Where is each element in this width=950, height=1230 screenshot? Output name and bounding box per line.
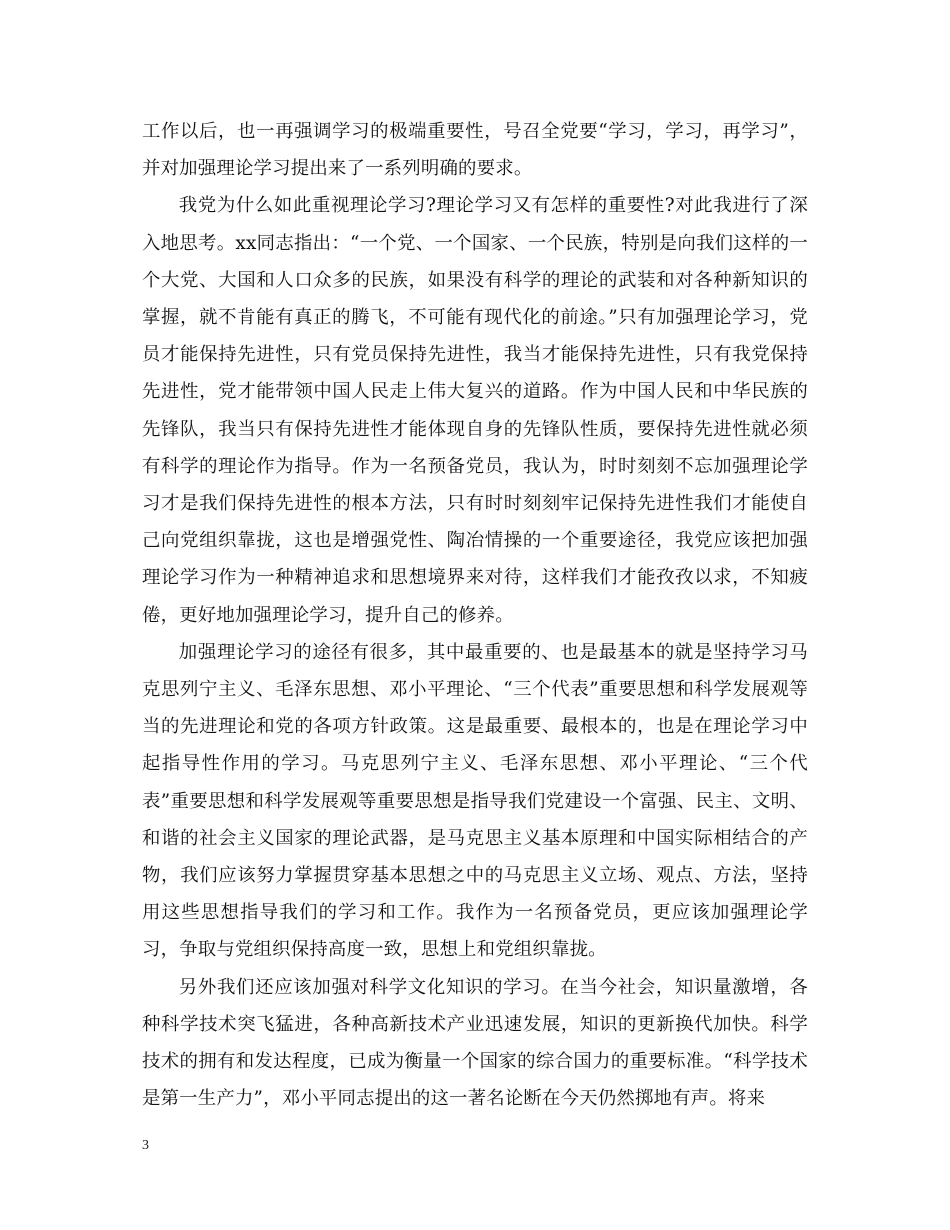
document-body <box>142 113 808 1117</box>
paragraph-continuation: 工作以后，也一再强调学习的极端重要性，号召全党要“学习，学习，再学习”，并对加强理论学习提出来了一系列明确的要求。 <box>142 121 808 180</box>
paragraph-ways-of-study: 加强理论学习的途径有很多，其中最重要的、也是最基本的就是坚持学习马克思列宁主义、毛泽东思想、邓小平理论、“三个代表”重要思想和科学发展观等当的先进理论和党的各项方针政策。这是最重要、最根本的，也是在理论学习中起指导性作用的学习。马克思列宁主义、毛泽东思想、邓小平理论、“三个代表”重要思想和科学发展观等重要思想是指导我们党建设一个富强、民主、文明、和谐的社会主义国家的理论武器，是马克思主义基本原理和中国实际相结合的产物，我们应该努力掌握贯穿基本思想之中的马克思主义立场、观点、方法，坚持用这些思想指导我们的学习和工作。我作为一名预备党员，更应该加强理论学习，争取与党组织保持高度一致，思想上和党组织靠拢。 <box>142 641 808 961</box>
page-number: 3 <box>142 1138 149 1153</box>
paragraph-importance-of-theory: 我党为什么如此重视理论学习?理论学习又有怎样的重要性?对此我进行了深入地思考。xx同志指出：“一个党、一个国家、一个民族，特别是向我们这样的一个大党、大国和人口众多的民族，如果没有科学的理论的武装和对各种新知识的掌握，就不肯能有真正的腾飞，不可能有现代化的前途。”只有加强理论学习，党员才能保持先进性，只有党员保持先进性，我当才能保持先进性，只有我党保持先进性，党才能带领中国人民走上伟大复兴的道路。作为中国人民和中华民族的先锋队，我当只有保持先进性才能体现自身的先锋队性质，要保持先进性就必须有科学的理论作为指导。作为一名预备党员，我认为，时时刻刻不忘加强理论学习才是我们保持先进性的根本方法，只有时时刻刻牢记保持先进性我们才能使自己向党组织靠拢，这也是增强党性、陶冶情操的一个重要途径，我党应该把加强理论学习作为一种精神追求和思想境界来对待，这样我们才能孜孜以求，不知疲倦，更好地加强理论学习，提升自己的修养。 <box>142 195 808 626</box>
paragraph-science-culture: 另外我们还应该加强对科学文化知识的学习。在当今社会，知识量激增，各种科学技术突飞猛进，各种高新技术产业迅速发展，知识的更新换代加快。科学技术的拥有和发达程度，已成为衡量一个国家的综合国力的重要标准。“科学技术是第一生产力”，邓小平同志提出的这一著名论断在今天仍然掷地有声。将来 <box>142 976 808 1110</box>
